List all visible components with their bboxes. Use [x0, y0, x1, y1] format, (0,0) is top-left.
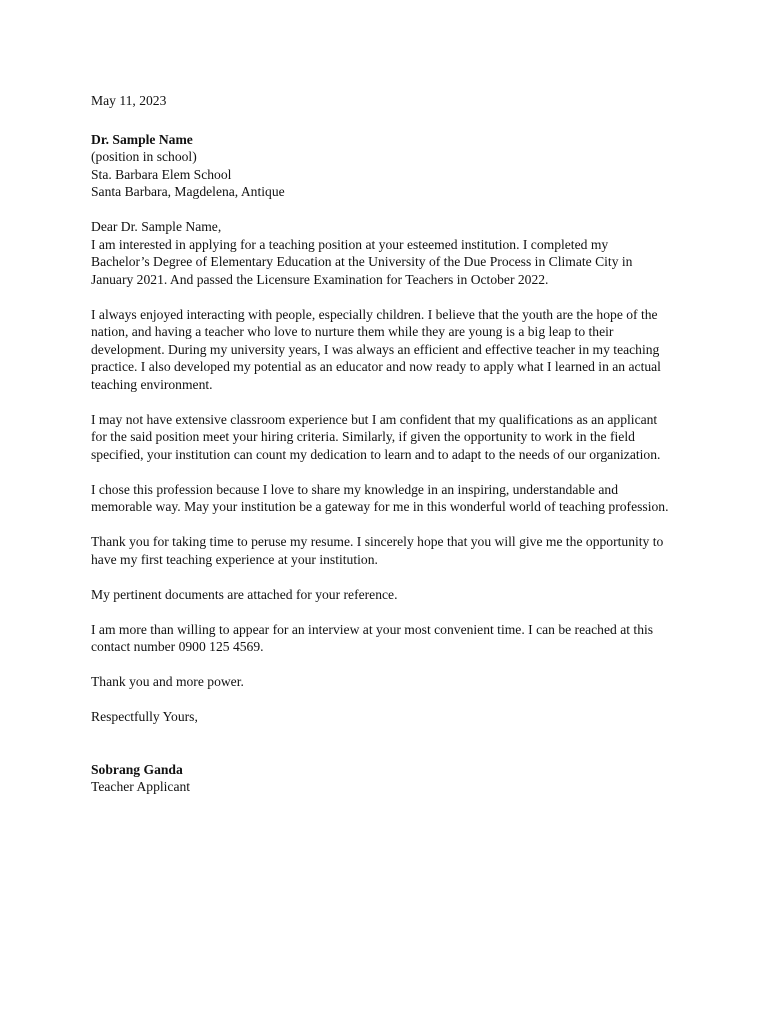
paragraph-line: practice. I also developed my potential as an educator and now ready to apply what I learned in an actual	[91, 359, 661, 374]
recipient-address: Santa Barbara, Magdelena, Antique	[91, 184, 285, 199]
paragraph-line: nation, and having a teacher who love to nurture them while they are young is a big leap to their	[91, 324, 614, 339]
recipient-position: (position in school)	[91, 149, 197, 164]
signature-block	[91, 761, 691, 796]
closing: Respectfully Yours,	[91, 709, 198, 724]
paragraph-line: My pertinent documents are attached for your reference.	[91, 586, 398, 602]
signature-title: Teacher Applicant	[91, 779, 191, 794]
body-paragraph-4	[91, 481, 691, 516]
cover-letter	[91, 92, 691, 796]
body-paragraph-2	[91, 306, 691, 394]
body-paragraph-7	[91, 621, 691, 656]
signature-name: Sobrang Ganda	[91, 761, 183, 777]
letter-date: May 11, 2023	[91, 93, 167, 108]
recipient-block	[91, 131, 691, 201]
body-paragraph-6	[91, 586, 691, 604]
paragraph-line: Bachelor’s Degree of Elementary Education at the University of the Due Process in Climate City in	[91, 254, 633, 269]
recipient-school: Sta. Barbara Elem School	[91, 166, 232, 182]
recipient-name: Dr. Sample Name	[91, 131, 193, 147]
paragraph-line: Thank you and more power.	[91, 674, 244, 689]
body-paragraph-1	[91, 236, 691, 289]
paragraph-line: have my first teaching experience at your institution.	[91, 551, 378, 567]
paragraph-line: I always enjoyed interacting with people, especially children. I believe that the youth are the hope of the	[91, 306, 658, 322]
paragraph-line: I am interested in applying for a teaching position at your esteemed institution. I completed my	[91, 236, 609, 252]
body-paragraph-3	[91, 411, 691, 464]
paragraph-line: I am more than willing to appear for an interview at your most convenient time. I can be reached at this	[91, 621, 654, 637]
paragraph-line: development. During my university years, I was always an efficient and effective teacher in my teaching	[91, 341, 660, 357]
paragraph-line: specified, your institution can count my dedication to learn and to adapt to the needs of our organization.	[91, 446, 661, 462]
paragraph-line: memorable way. May your institution be a gateway for me in this wonderful world of teaching profession.	[91, 499, 669, 514]
paragraph-line: I may not have extensive classroom experience but I am confident that my qualifications as an applicant	[91, 411, 658, 427]
paragraph-line: I chose this profession because I love to share my knowledge in an inspiring, understandable and	[91, 481, 618, 497]
paragraph-line: teaching environment.	[91, 376, 213, 392]
paragraph-line: for the said position meet your hiring criteria. Similarly, if given the opportunity to work in the field	[91, 429, 635, 444]
salutation: Dear Dr. Sample Name,	[91, 219, 222, 234]
paragraph-line: Thank you for taking time to peruse my resume. I sincerely hope that you will give me the opportunity to	[91, 534, 664, 549]
body-paragraph-8	[91, 673, 691, 691]
paragraph-line: contact number 0900 125 4569.	[91, 639, 264, 654]
body-paragraph-5	[91, 533, 691, 568]
paragraph-line: January 2021. And passed the Licensure Examination for Teachers in October 2022.	[91, 271, 549, 287]
